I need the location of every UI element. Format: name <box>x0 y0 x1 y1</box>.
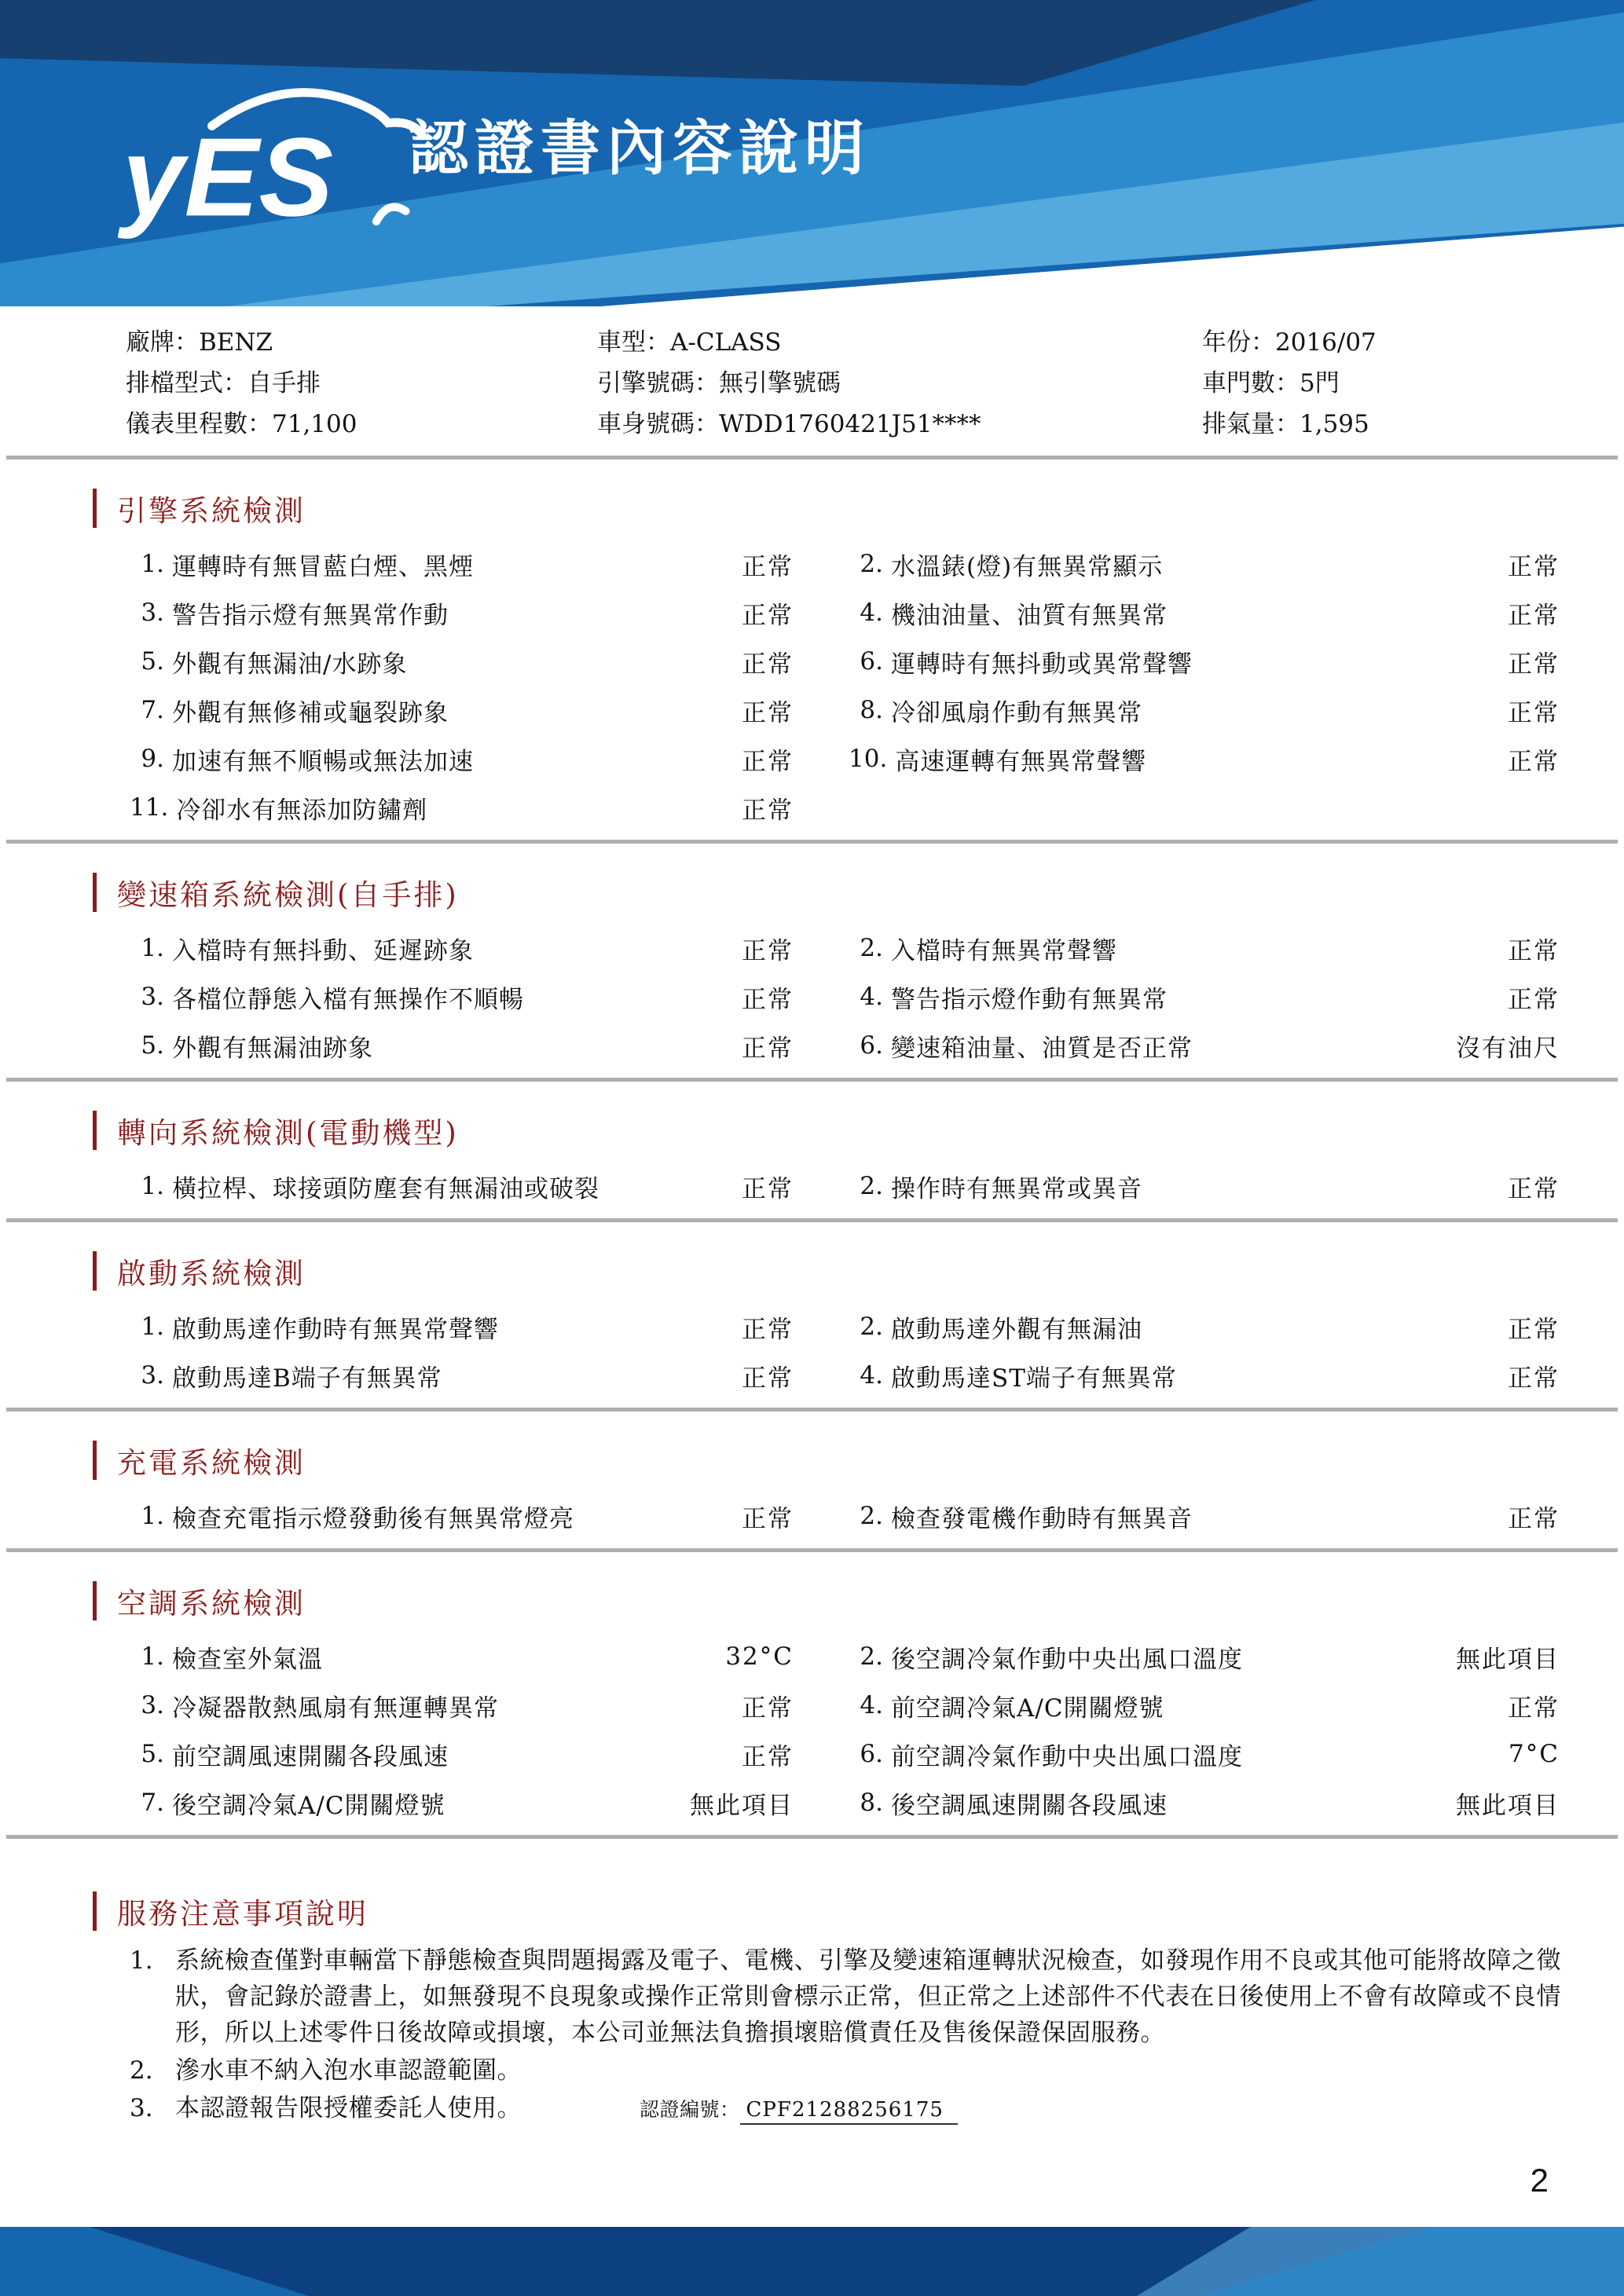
vehicle-info-field <box>597 404 1202 445</box>
item-status: 沒有油尺 <box>1456 1034 1560 1063</box>
item-label: 運轉時有無冒藍白煙、黑煙 <box>172 552 474 581</box>
item-label: 外觀有無漏油/水跡象 <box>172 650 408 679</box>
item-number: 8. <box>860 1789 883 1817</box>
inspection-item <box>849 1632 1560 1681</box>
section-title-bar <box>93 1111 97 1150</box>
item-number: 2. <box>860 1313 883 1341</box>
item-label: 機油油量、油質有無異常 <box>891 601 1168 630</box>
item-number: 1. <box>141 1502 164 1530</box>
field-value: 71,100 <box>272 410 357 438</box>
inspection-item <box>849 540 1560 588</box>
inspection-item <box>849 686 1560 734</box>
item-number: 4. <box>860 1691 883 1719</box>
inspection-item <box>849 924 1560 972</box>
item-label: 檢查室外氣溫 <box>172 1645 323 1674</box>
note-number: 2. <box>130 2056 153 2085</box>
section-title-bar <box>93 873 97 912</box>
inspection-item <box>130 1778 794 1827</box>
inspection-item <box>130 734 794 783</box>
vehicle-info-field <box>1202 322 1593 363</box>
field-value: 自手排 <box>247 369 321 397</box>
inspection-item <box>130 1302 794 1351</box>
field-label: 廠牌： <box>126 328 199 357</box>
section-title-bar <box>93 1581 97 1620</box>
item-label: 入檔時有無抖動、延遲跡象 <box>172 936 474 965</box>
item-number: 2. <box>860 934 883 962</box>
item-status: 正常 <box>742 1694 794 1723</box>
item-status: 正常 <box>742 1742 794 1771</box>
certificate-number-value: CPF21288256175 <box>740 2098 958 2125</box>
field-value: 5門 <box>1300 369 1340 397</box>
section-charging <box>0 1438 1624 1552</box>
section-title <box>93 1249 1624 1293</box>
inspection-item <box>849 972 1560 1021</box>
section-title-text: 變速箱系統檢測(自手排) <box>117 878 459 912</box>
section-starting <box>0 1249 1624 1412</box>
field-value: 無引擎號碼 <box>719 369 841 397</box>
inspection-items <box>130 1492 1560 1540</box>
section-title-text: 轉向系統檢測(電動機型) <box>117 1116 459 1150</box>
field-value: WDD1760421J51**** <box>719 410 981 438</box>
service-note <box>130 2052 1593 2089</box>
item-label: 前空調風速開關各段風速 <box>172 1742 449 1771</box>
item-status: 32°C <box>725 1642 794 1671</box>
field-value: 2016/07 <box>1275 328 1377 357</box>
item-label: 運轉時有無抖動或異常聲響 <box>891 650 1193 679</box>
item-status: 7°C <box>1509 1740 1560 1768</box>
item-status: 無此項目 <box>1456 1791 1560 1820</box>
field-label: 排檔型式： <box>126 369 247 397</box>
item-status: 正常 <box>1508 1694 1560 1723</box>
section-title <box>93 1579 1624 1623</box>
item-number: 1. <box>141 550 164 578</box>
inspection-sections <box>0 486 1624 1839</box>
section-title-bar <box>93 1251 97 1291</box>
item-number: 6. <box>860 1031 883 1060</box>
item-status: 正常 <box>742 650 794 679</box>
note-number: 3. <box>130 2094 153 2122</box>
inspection-items <box>130 540 1560 832</box>
item-label: 高速運轉有無異常聲響 <box>895 747 1147 776</box>
content-area <box>0 306 1624 2129</box>
item-number: 4. <box>860 599 883 627</box>
field-value: BENZ <box>199 328 273 357</box>
item-label: 警告指示燈作動有無異常 <box>891 985 1168 1014</box>
item-label: 外觀有無漏油跡象 <box>172 1034 373 1063</box>
note-number: 1. <box>130 1946 153 1975</box>
item-number: 2. <box>860 1642 883 1671</box>
item-number: 11. <box>130 793 169 822</box>
header-banner <box>0 0 1624 306</box>
inspection-item <box>849 1302 1560 1351</box>
vehicle-info-field <box>597 363 1202 404</box>
inspection-item <box>849 1351 1560 1400</box>
section-title <box>93 1108 1624 1152</box>
section-title-bar <box>93 489 97 528</box>
item-number: 5. <box>141 647 164 676</box>
section-title <box>93 486 1624 530</box>
inspection-item <box>130 1632 794 1681</box>
item-label: 後空調冷氣A/C開關燈號 <box>172 1791 445 1820</box>
service-note <box>130 1943 1593 2051</box>
item-label: 變速箱油量、油質是否正常 <box>891 1034 1193 1063</box>
inspection-item <box>130 1021 794 1070</box>
section-divider <box>6 1078 1618 1082</box>
item-status: 正常 <box>742 936 794 965</box>
item-status: 正常 <box>742 1034 794 1063</box>
inspection-item <box>130 924 794 972</box>
section-divider <box>6 1218 1618 1222</box>
inspection-item <box>849 734 1560 783</box>
item-label: 各檔位靜態入檔有無操作不順暢 <box>172 985 524 1014</box>
item-label: 水溫錶(燈)有無異常顯示 <box>891 552 1164 581</box>
item-status: 正常 <box>742 601 794 630</box>
footer-banner <box>0 2227 1624 2296</box>
item-number: 6. <box>860 1740 883 1768</box>
item-label: 前空調冷氣作動中央出風口溫度 <box>891 1742 1243 1771</box>
item-number: 5. <box>141 1031 164 1060</box>
item-label: 後空調冷氣作動中央出風口溫度 <box>891 1645 1243 1674</box>
item-label: 啟動馬達B端子有無異常 <box>172 1364 442 1393</box>
inspection-item <box>849 1162 1560 1210</box>
vehicle-info-field <box>126 322 597 363</box>
section-title <box>93 1438 1624 1482</box>
service-note <box>130 2090 1593 2128</box>
inspection-items <box>130 924 1560 1070</box>
item-number: 6. <box>860 647 883 676</box>
inspection-item <box>130 540 794 588</box>
section-title-text: 服務注意事項說明 <box>117 1897 368 1931</box>
vehicle-info-field <box>1202 363 1593 404</box>
section-title <box>93 870 1624 914</box>
item-number: 1. <box>141 1313 164 1341</box>
item-status: 無此項目 <box>690 1791 794 1820</box>
section-title-text: 引擎系統檢測 <box>117 494 306 528</box>
note-text <box>175 2090 1593 2128</box>
item-status: 正常 <box>742 1504 794 1533</box>
section-divider <box>6 1408 1618 1412</box>
item-label: 警告指示燈有無異常作動 <box>172 601 449 630</box>
item-status: 正常 <box>1508 747 1560 776</box>
vehicle-info-field <box>1202 404 1593 445</box>
section-aircon <box>0 1579 1624 1839</box>
inspection-item <box>130 1351 794 1400</box>
field-label: 車門數： <box>1202 369 1300 397</box>
item-number: 1. <box>141 1172 164 1200</box>
item-label: 外觀有無修補或龜裂跡象 <box>172 698 449 727</box>
item-status: 正常 <box>1508 650 1560 679</box>
item-status: 正常 <box>742 747 794 776</box>
inspection-items <box>130 1162 1560 1210</box>
item-status: 無此項目 <box>1456 1645 1560 1674</box>
field-label: 排氣量： <box>1202 410 1300 438</box>
inspection-item <box>130 1492 794 1540</box>
field-value: A-CLASS <box>670 328 782 357</box>
inspection-item <box>849 1730 1560 1778</box>
item-label: 啟動馬達作動時有無異常聲響 <box>172 1315 499 1344</box>
item-number: 4. <box>860 983 883 1011</box>
item-status: 正常 <box>1508 601 1560 630</box>
vehicle-info-field <box>597 322 1202 363</box>
item-number: 3. <box>141 983 164 1011</box>
item-number: 2. <box>860 1502 883 1530</box>
item-label: 啟動馬達外觀有無漏油 <box>891 1315 1142 1344</box>
section-title-text: 空調系統檢測 <box>117 1587 306 1620</box>
item-label: 啟動馬達ST端子有無異常 <box>891 1364 1177 1393</box>
certificate-number-label: 認證編號： <box>640 2098 740 2121</box>
field-label: 年份： <box>1202 328 1275 357</box>
logo-text: yES <box>122 115 334 240</box>
item-number: 4. <box>860 1361 883 1390</box>
item-number: 1. <box>141 1642 164 1671</box>
note-text-content: 本認證報告限授權委託人使用。 <box>175 2094 522 2122</box>
item-status: 正常 <box>742 1174 794 1203</box>
section-transmission <box>0 870 1624 1082</box>
item-status: 正常 <box>1508 1315 1560 1344</box>
section-divider <box>6 1548 1618 1552</box>
inspection-item <box>849 1778 1560 1827</box>
section-title-bar <box>93 1441 97 1480</box>
section-title-text: 充電系統檢測 <box>117 1446 306 1480</box>
item-status: 正常 <box>1508 552 1560 581</box>
field-label: 引擎號碼： <box>597 369 719 397</box>
section-divider <box>6 840 1618 844</box>
item-number: 2. <box>860 1172 883 1200</box>
item-number: 1. <box>141 934 164 962</box>
inspection-item <box>849 1681 1560 1730</box>
section-title-text: 啟動系統檢測 <box>117 1257 306 1291</box>
note-text <box>175 1943 1593 2051</box>
inspection-item <box>130 972 794 1021</box>
item-number: 9. <box>141 745 164 773</box>
inspection-item <box>130 783 794 832</box>
item-number: 2. <box>860 550 883 578</box>
item-label: 冷凝器散熱風扇有無運轉異常 <box>172 1694 499 1723</box>
section-steering <box>0 1108 1624 1222</box>
item-label: 前空調冷氣A/C開關燈號 <box>891 1694 1164 1723</box>
inspection-item <box>130 1730 794 1778</box>
section-title <box>93 1889 1624 1933</box>
field-label: 車身號碼： <box>597 410 719 438</box>
section-title-bar <box>93 1891 97 1931</box>
note-text-content: 系統檢查僅對車輛當下靜態檢查與問題揭露及電子、電機、引擎及變速箱運轉狀況檢查，如發現作用不良或其他可能將故障之徵狀，會記錄於證書上，如無發現不良現象或操作正常則會標示正常，但正常之上述部件不代表在日後使用上不會有故障或不良情形，所以上述零件日後故障或損壞，本公司並無法負擔損壞賠償責任及售後保證保固服務。 <box>175 1946 1561 2047</box>
item-label: 加速有無不順暢或無法加速 <box>172 747 474 776</box>
note-text-content: 滲水車不納入泡水車認證範圍。 <box>175 2056 522 2085</box>
inspection-item <box>130 588 794 637</box>
item-status: 正常 <box>742 698 794 727</box>
inspection-item <box>849 1492 1560 1540</box>
field-label: 儀表里程數： <box>126 410 272 438</box>
item-status: 正常 <box>742 1315 794 1344</box>
vehicle-info-field <box>126 404 597 445</box>
section-engine <box>0 486 1624 844</box>
item-label: 冷卻水有無添加防鏽劑 <box>176 796 428 825</box>
item-number: 7. <box>141 696 164 724</box>
section-divider <box>6 456 1618 460</box>
item-number: 3. <box>141 1691 164 1719</box>
item-status: 正常 <box>1508 1174 1560 1203</box>
item-status: 正常 <box>742 552 794 581</box>
item-number: 3. <box>141 599 164 627</box>
item-status: 正常 <box>1508 1364 1560 1393</box>
item-status: 正常 <box>742 796 794 825</box>
field-label: 車型： <box>597 328 670 357</box>
item-number: 10. <box>849 745 888 773</box>
page-number: 2 <box>1530 2162 1549 2199</box>
inspection-items <box>130 1632 1560 1827</box>
inspection-item <box>130 686 794 734</box>
vehicle-info-field <box>126 363 597 404</box>
item-label: 冷卻風扇作動有無異常 <box>891 698 1142 727</box>
item-label: 檢查充電指示燈發動後有無異常燈亮 <box>172 1504 574 1533</box>
item-status: 正常 <box>1508 698 1560 727</box>
inspection-item <box>130 1681 794 1730</box>
item-label: 操作時有無異常或異音 <box>891 1174 1142 1203</box>
item-number: 5. <box>141 1740 164 1768</box>
item-status: 正常 <box>742 1364 794 1393</box>
service-notes-section <box>0 1839 1624 2128</box>
inspection-item <box>130 1162 794 1210</box>
item-number: 3. <box>141 1361 164 1390</box>
item-status: 正常 <box>742 985 794 1014</box>
inspection-items <box>130 1302 1560 1400</box>
item-label: 後空調風速開關各段風速 <box>891 1791 1168 1820</box>
item-number: 7. <box>141 1789 164 1817</box>
inspection-item <box>130 637 794 686</box>
note-text <box>175 2052 1593 2089</box>
yes-car-logo-icon <box>118 69 456 258</box>
item-status: 正常 <box>1508 936 1560 965</box>
vehicle-info <box>0 306 1624 456</box>
item-label: 檢查發電機作動時有無異音 <box>891 1504 1193 1533</box>
field-value: 1,595 <box>1300 410 1369 438</box>
item-status: 正常 <box>1508 1504 1560 1533</box>
item-label: 橫拉桿、球接頭防塵套有無漏油或破裂 <box>172 1174 599 1203</box>
item-number: 8. <box>860 696 883 724</box>
inspection-item <box>849 1021 1560 1070</box>
inspection-item <box>849 588 1560 637</box>
service-notes-list <box>0 1943 1624 2128</box>
page-title: 認證書內容說明 <box>409 115 871 182</box>
inspection-item <box>849 637 1560 686</box>
certificate-number <box>640 2092 958 2128</box>
item-label: 入檔時有無異常聲響 <box>891 936 1117 965</box>
item-status: 正常 <box>1508 985 1560 1014</box>
